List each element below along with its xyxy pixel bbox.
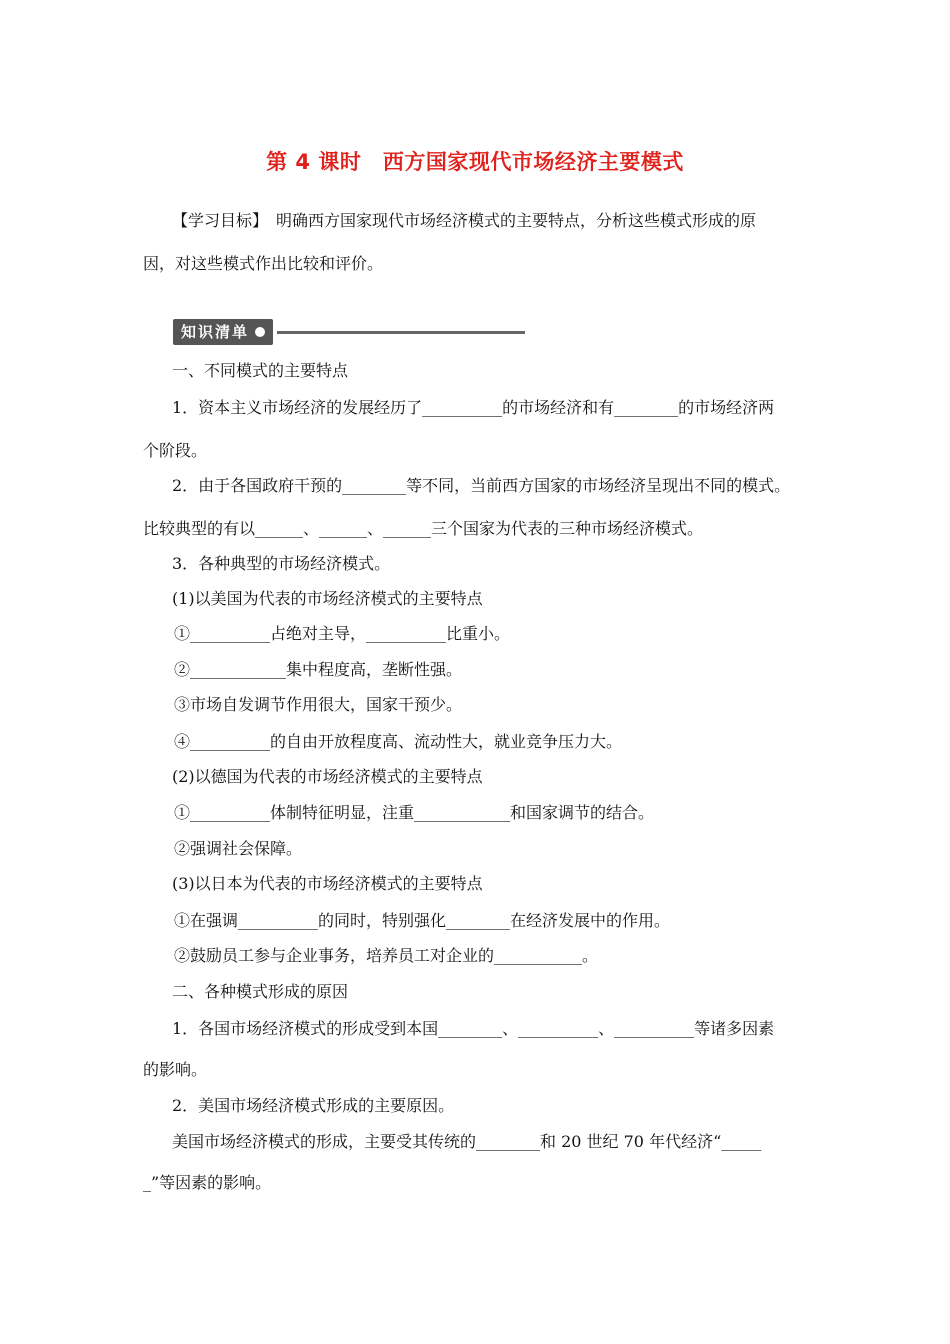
text-line: 1．各国市场经济模式的形成受到本国________、__________、__________等诸多因素: [172, 1019, 775, 1038]
text-line: 3．各种典型的市场经济模式。: [172, 554, 391, 573]
text-line: _”等因素的影响。: [143, 1173, 272, 1192]
text-line: ①在强调__________的同时，特别强化________在经济发展中的作用。: [174, 911, 671, 930]
text-line: 美国市场经济模式的形成，主要受其传统的________和 20 世纪 70 年代经济“_____: [172, 1132, 762, 1151]
subheading: (1)以美国为代表的市场经济模式的主要特点: [172, 589, 483, 608]
text-line: ①__________占绝对主导，__________比重小。: [174, 624, 511, 643]
objective-line-1: 【学习目标】 明确西方国家现代市场经济模式的主要特点，分析这些模式形成的原: [172, 211, 757, 230]
text-line: 的影响。: [143, 1060, 208, 1079]
section-divider: [277, 331, 525, 334]
text-line: ②鼓励员工参与企业事务，培养员工对企业的___________。: [174, 946, 599, 965]
text-line: ②____________集中程度高，垄断性强。: [174, 660, 463, 679]
knowledge-list-header: [173, 319, 525, 345]
heading-1: 一、不同模式的主要特点: [172, 361, 349, 380]
text-line: ④__________的自由开放程度高、流动性大，就业竞争压力大。: [174, 732, 623, 751]
section-tag-label: 知识清单: [181, 323, 250, 341]
text-line: 2．由于各国政府干预的________等不同，当前西方国家的市场经济呈现出不同的模式。: [172, 476, 791, 495]
heading-2: 二、各种模式形成的原因: [172, 982, 349, 1001]
objective-line-2: 因，对这些模式作出比较和评价。: [143, 254, 384, 273]
text-line: ①__________体制特征明显，注重____________和国家调节的结合。: [174, 803, 655, 822]
text-line: 个阶段。: [143, 441, 208, 460]
page-title: 第 4 课时 西方国家现代市场经济主要模式: [266, 150, 684, 174]
subheading: (2)以德国为代表的市场经济模式的主要特点: [172, 767, 483, 786]
subheading: (3)以日本为代表的市场经济模式的主要特点: [172, 874, 483, 893]
text-line: 1．资本主义市场经济的发展经历了__________的市场经济和有________的市场经济两: [172, 398, 775, 417]
bullet-dot-icon: [255, 327, 265, 337]
text-line: 2．美国市场经济模式形成的主要原因。: [172, 1096, 455, 1115]
section-tag-box: [173, 319, 273, 345]
text-line: ③市场自发调节作用很大，国家干预少。: [174, 695, 463, 714]
text-line: 比较典型的有以______、______、______三个国家为代表的三种市场经济模式。: [143, 519, 704, 538]
text-line: ②强调社会保障。: [174, 839, 303, 858]
